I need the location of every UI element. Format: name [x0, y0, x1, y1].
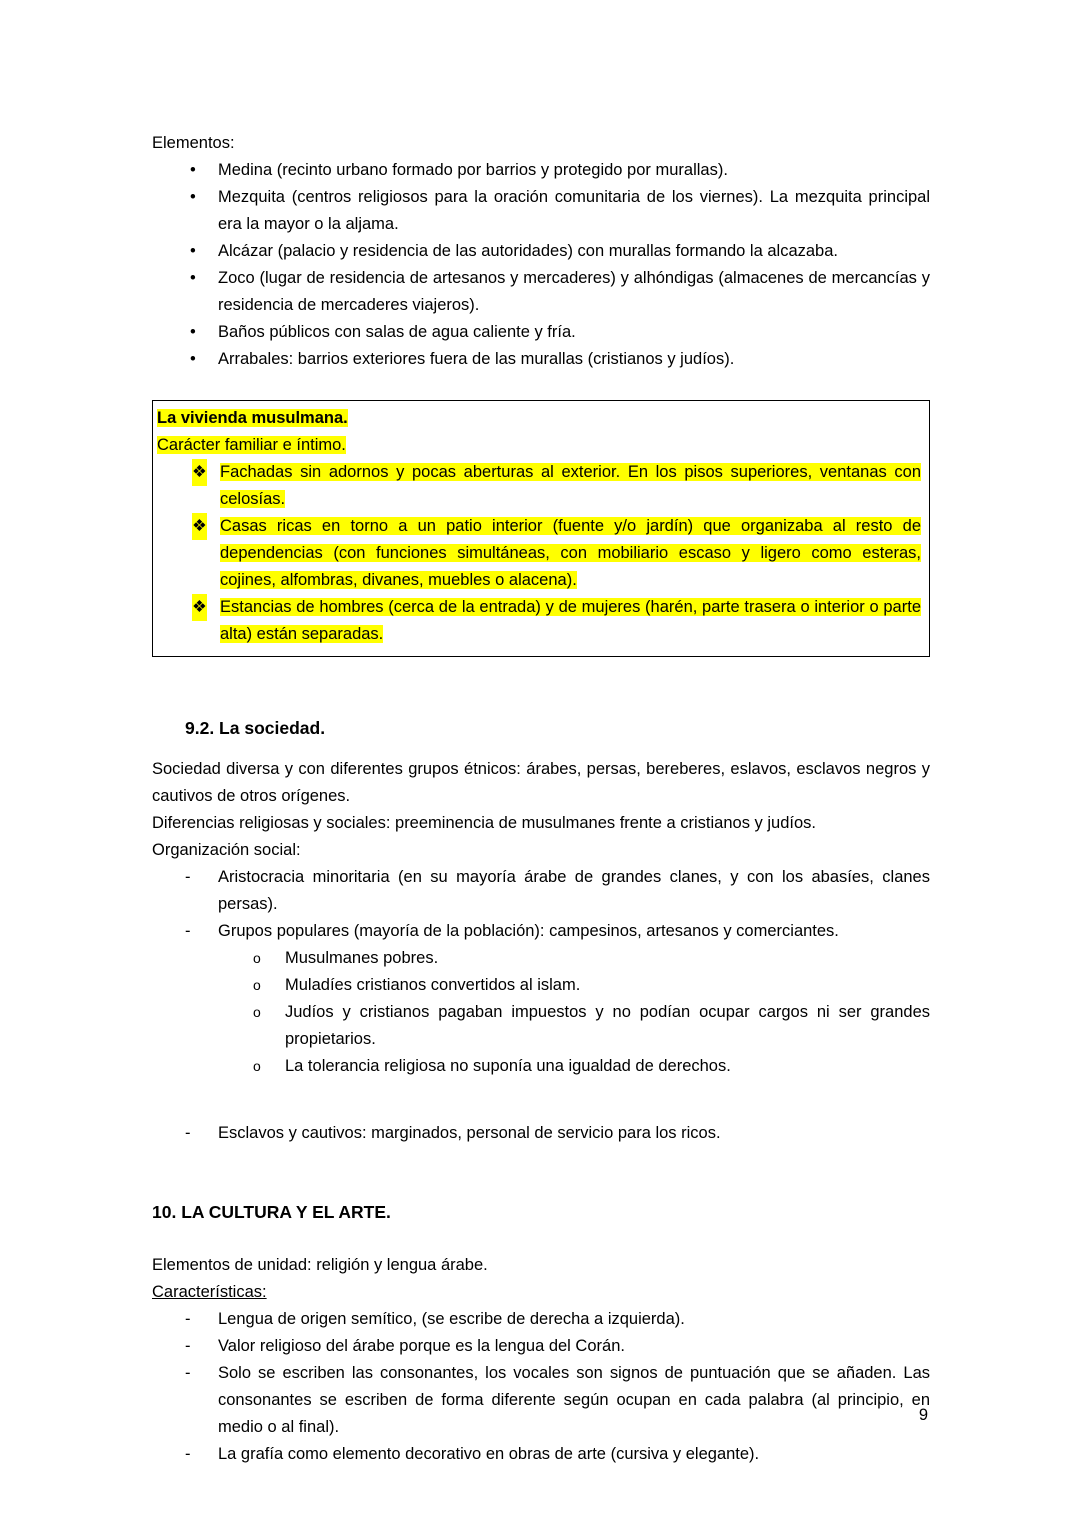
list-item: [152, 265, 930, 319]
bullet-icon: •: [190, 323, 196, 341]
list-item-text: Musulmanes pobres.: [285, 949, 439, 967]
list-item: [152, 972, 930, 999]
bullet-icon: •: [190, 350, 196, 368]
list-item: [152, 319, 930, 346]
section-heading-cultura: 10. LA CULTURA Y EL ARTE.: [152, 1202, 391, 1222]
box-title: [157, 405, 921, 432]
dash-icon: -: [185, 868, 191, 886]
dash-icon: -: [185, 1310, 191, 1328]
caracteristicas-label: [152, 1279, 930, 1306]
list-item: [152, 157, 930, 184]
diamond-icon: ❖: [192, 459, 207, 486]
list-item: [152, 184, 930, 238]
list-item: [152, 346, 930, 373]
list-item: [152, 1120, 930, 1147]
bullet-icon: •: [190, 161, 196, 179]
list-item-text: Esclavos y cautivos: marginados, personal de servicio para los ricos.: [218, 1124, 721, 1142]
dash-icon: -: [185, 1337, 191, 1355]
list-item: [152, 918, 930, 945]
list-item-text: Grupos populares (mayoría de la población): campesinos, artesanos y comerciantes.: [218, 922, 839, 940]
dash-icon: -: [185, 1124, 191, 1142]
list-item-text: Judíos y cristianos pagaban impuestos y no podían ocupar cargos ni ser grandes propietarios.: [285, 1003, 930, 1048]
list-item: [152, 1333, 930, 1360]
list-item-text: Mezquita (centros religiosos para la oración comunitaria de los viernes). La mezquita principal era la mayor o la aljama.: [218, 188, 930, 233]
bullet-icon: •: [190, 269, 196, 287]
list-item-text: Estancias de hombres (cerca de la entrada) y de mujeres (harén, parte trasera o interior o parte alta) están separadas.: [220, 598, 921, 643]
vivienda-list: [157, 459, 921, 648]
circle-icon: o: [253, 1004, 261, 1020]
box-subtitle-text: Carácter familiar e íntimo.: [157, 436, 346, 454]
bullet-icon: •: [190, 188, 196, 206]
dash-icon: -: [185, 1445, 191, 1463]
list-item: [152, 864, 930, 918]
list-item: [152, 1360, 930, 1441]
vivienda-musulmana-box: [152, 400, 930, 657]
paragraph: Elementos de unidad: religión y lengua árabe.: [152, 1256, 488, 1274]
list-item: [152, 1306, 930, 1333]
box-subtitle: [157, 432, 921, 459]
paragraph: Diferencias religiosas y sociales: preeminencia de musulmanes frente a cristianos y judíos.: [152, 814, 816, 832]
list-item-text: Zoco (lugar de residencia de artesanos y mercaderes) y alhóndigas (almacenes de mercancías y residencia de mercaderes viajeros).: [218, 269, 930, 314]
list-item: [152, 1053, 930, 1080]
list-item: [152, 1441, 930, 1468]
list-item-text: Lengua de origen semítico, (se escribe de derecha a izquierda).: [218, 1310, 685, 1328]
list-item-text: Aristocracia minoritaria (en su mayoría árabe de grandes clanes, y con los abasíes, clanes persas).: [218, 868, 930, 913]
paragraph: Organización social:: [152, 841, 301, 859]
list-item-text: Arrabales: barrios exteriores fuera de las murallas (cristianos y judíos).: [218, 350, 735, 368]
organizacion-social-list: [152, 864, 930, 945]
bullet-icon: •: [190, 242, 196, 260]
grupos-populares-sublist: [152, 945, 930, 1080]
list-item-text: La tolerancia religiosa no suponía una igualdad de derechos.: [285, 1057, 731, 1075]
elementos-label: Elementos:: [152, 134, 235, 152]
list-item: [157, 459, 921, 513]
diamond-icon: ❖: [192, 513, 207, 540]
list-item: [152, 999, 930, 1053]
list-item-text: La grafía como elemento decorativo en obras de arte (cursiva y elegante).: [218, 1445, 760, 1463]
list-item: [157, 513, 921, 594]
circle-icon: o: [253, 1058, 261, 1074]
paragraph: Sociedad diversa y con diferentes grupos étnicos: árabes, persas, bereberes, eslavos, esclavos negros y cautivos de otros orígenes.: [152, 760, 930, 805]
list-item-text: Valor religioso del árabe porque es la lengua del Corán.: [218, 1337, 625, 1355]
elementos-list: [152, 157, 930, 373]
caracteristicas-label-text: Características:: [152, 1283, 267, 1301]
box-title-text: La vivienda musulmana.: [157, 409, 348, 427]
dash-icon: -: [185, 1364, 191, 1382]
list-item-text: Solo se escriben las consonantes, los vocales son signos de puntuación que se añaden. Las consonantes se escriben de forma diferente según ocupan en cada palabra (al principio, en medio o al final).: [218, 1364, 930, 1436]
list-item: [152, 945, 930, 972]
list-item-text: Muladíes cristianos convertidos al islam.: [285, 976, 581, 994]
circle-icon: o: [253, 977, 261, 993]
list-item-text: Alcázar (palacio y residencia de las autoridades) con murallas formando la alcazaba.: [218, 242, 838, 260]
page-number: 9: [918, 1406, 928, 1424]
list-item-text: Fachadas sin adornos y pocas aberturas al exterior. En los pisos superiores, ventanas con celosías.: [220, 463, 921, 508]
list-item-text: Medina (recinto urbano formado por barrios y protegido por murallas).: [218, 161, 728, 179]
circle-icon: o: [253, 950, 261, 966]
dash-icon: -: [185, 922, 191, 940]
caracteristicas-list: [152, 1306, 930, 1468]
list-item: [157, 594, 921, 648]
list-item: [152, 238, 930, 265]
diamond-icon: ❖: [192, 594, 207, 621]
esclavos-list: [152, 1120, 930, 1147]
section-heading-sociedad: 9.2. La sociedad.: [185, 718, 326, 738]
list-item-text: Casas ricas en torno a un patio interior (fuente y/o jardín) que organizaba al resto de dependencias (con funciones simultáneas, con mobiliario escaso y ligero como esteras, cojines, alfombras, divanes, muebles o alacena).: [220, 517, 921, 589]
list-item-text: Baños públicos con salas de agua caliente y fría.: [218, 323, 576, 341]
